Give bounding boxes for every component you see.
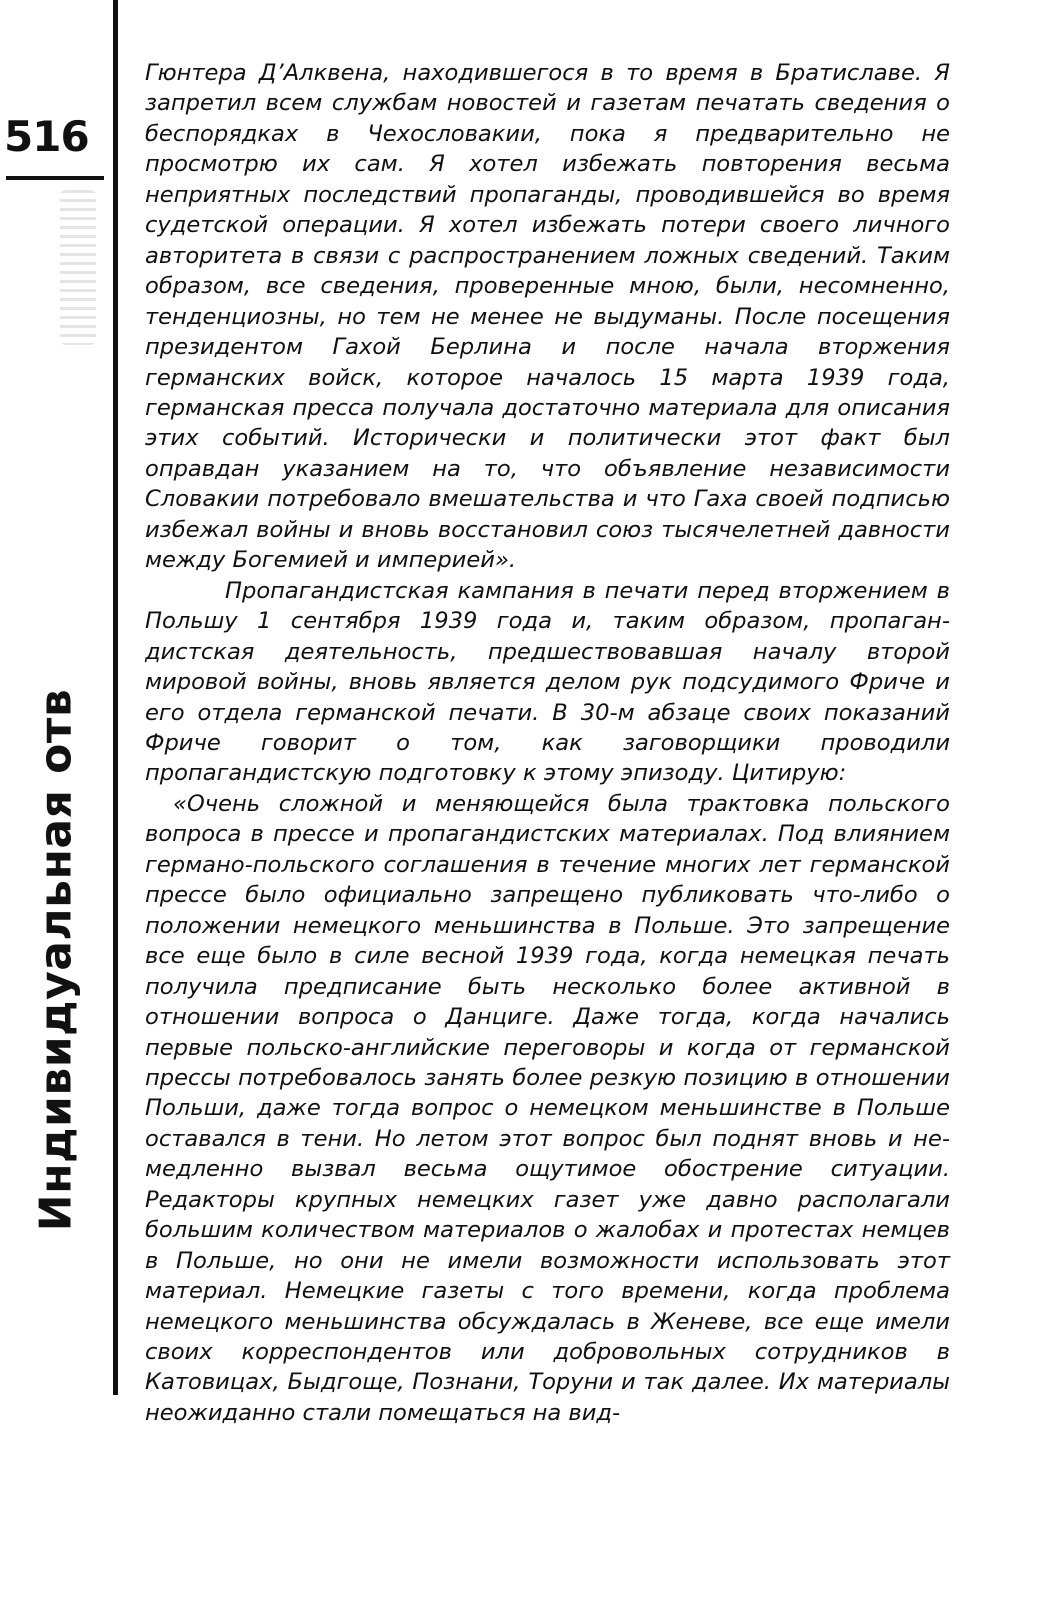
- paragraph-2: Пропагандистская кампания в печати перед вторжением в Польшу 1 сентября 1939 года и, таким образом, пропагандистская деятельность, предшествовавшая началу второй мировой войны, вновь является делом рук подсудимого Фриче и его отдела германской печати. В 30-м абзаце своих показаний Фриче говорит о том, как заговорщики проводили пропагандистскую подготовку к этому эпизоду. Цитирую:: [145, 577, 950, 787]
- page-number: 516: [4, 112, 89, 161]
- vertical-section-title: Индивидуальная отв: [30, 688, 82, 1232]
- vertical-rule: [113, 0, 118, 1395]
- body-text: [145, 58, 950, 1428]
- margin-stamp: [60, 190, 96, 345]
- page-number-rule: [6, 176, 104, 180]
- paragraph-1: Гюнтера Д’Алквена, находившегося в то время в Братиславе. Я запретил всем службам новостей и газетам печатать сведения о беспорядках в Чехословакии, пока я предварительно не просмотрю их сам. Я хотел избежать повторения весьма неприятных последствий пропаганды, проводившейся во время судетской операции. Я хотел избежать потери своего личного авторитета в связи с распространением ложных сведений. Таким образом, все сведения, проверенные мною, были, несомненно, тенденциозны, но тем не менее не выдуманы. После посещения президентом Гахой Берлина и после начала вторжения германских войск, которое началось 15 марта 1939 года, германская пресса получала достаточно материала для описания этих событий. Исторически и политически этот факт был оправдан указанием на то, что объявление независимости Словакии потребовало вмешательства и что Гаха своей подписью избежал войны и вновь восстановил союз тысячелетней давности между Богемией и империей».: [145, 60, 950, 574]
- paragraph-3-quote: «Очень сложной и меняющейся была трактовка польского вопроса в прессе и пропагандистских материалах. Под влиянием германо-польского соглашения в течение многих лет германской прессе было официально запрещено публиковать что-либо о положении немецкого меньшинства в Польше. Это запрещение все еще было в силе весной 1939 года, когда немецкая печать получила предписание быть несколько более активной в отношении вопроса о Данциге. Даже тогда, когда начались первые польско-английские переговоры и когда от германской прессы потребовалось занять более резкую позицию в отношении Польши, даже тогда вопрос о немецком меньшинстве в Польше оставался в тени. Но летом этот вопрос был поднят вновь и немедленно вызвал весьма ощутимое обострение ситуации. Редакторы крупных немецких газет уже давно располагали большим количеством материалов о жалобах и протестах немцев в Польше, но они не имели возможности использовать этот материал. Немецкие газеты с того времени, когда проблема немецкого меньшинства обсуждалась в Женеве, все еще имели своих корреспондентов или добровольных сотрудников в Катовицах, Быдгоще, Познани, Торуни и так далее. Их материалы неожиданно стали помещаться на вид-: [145, 790, 950, 1426]
